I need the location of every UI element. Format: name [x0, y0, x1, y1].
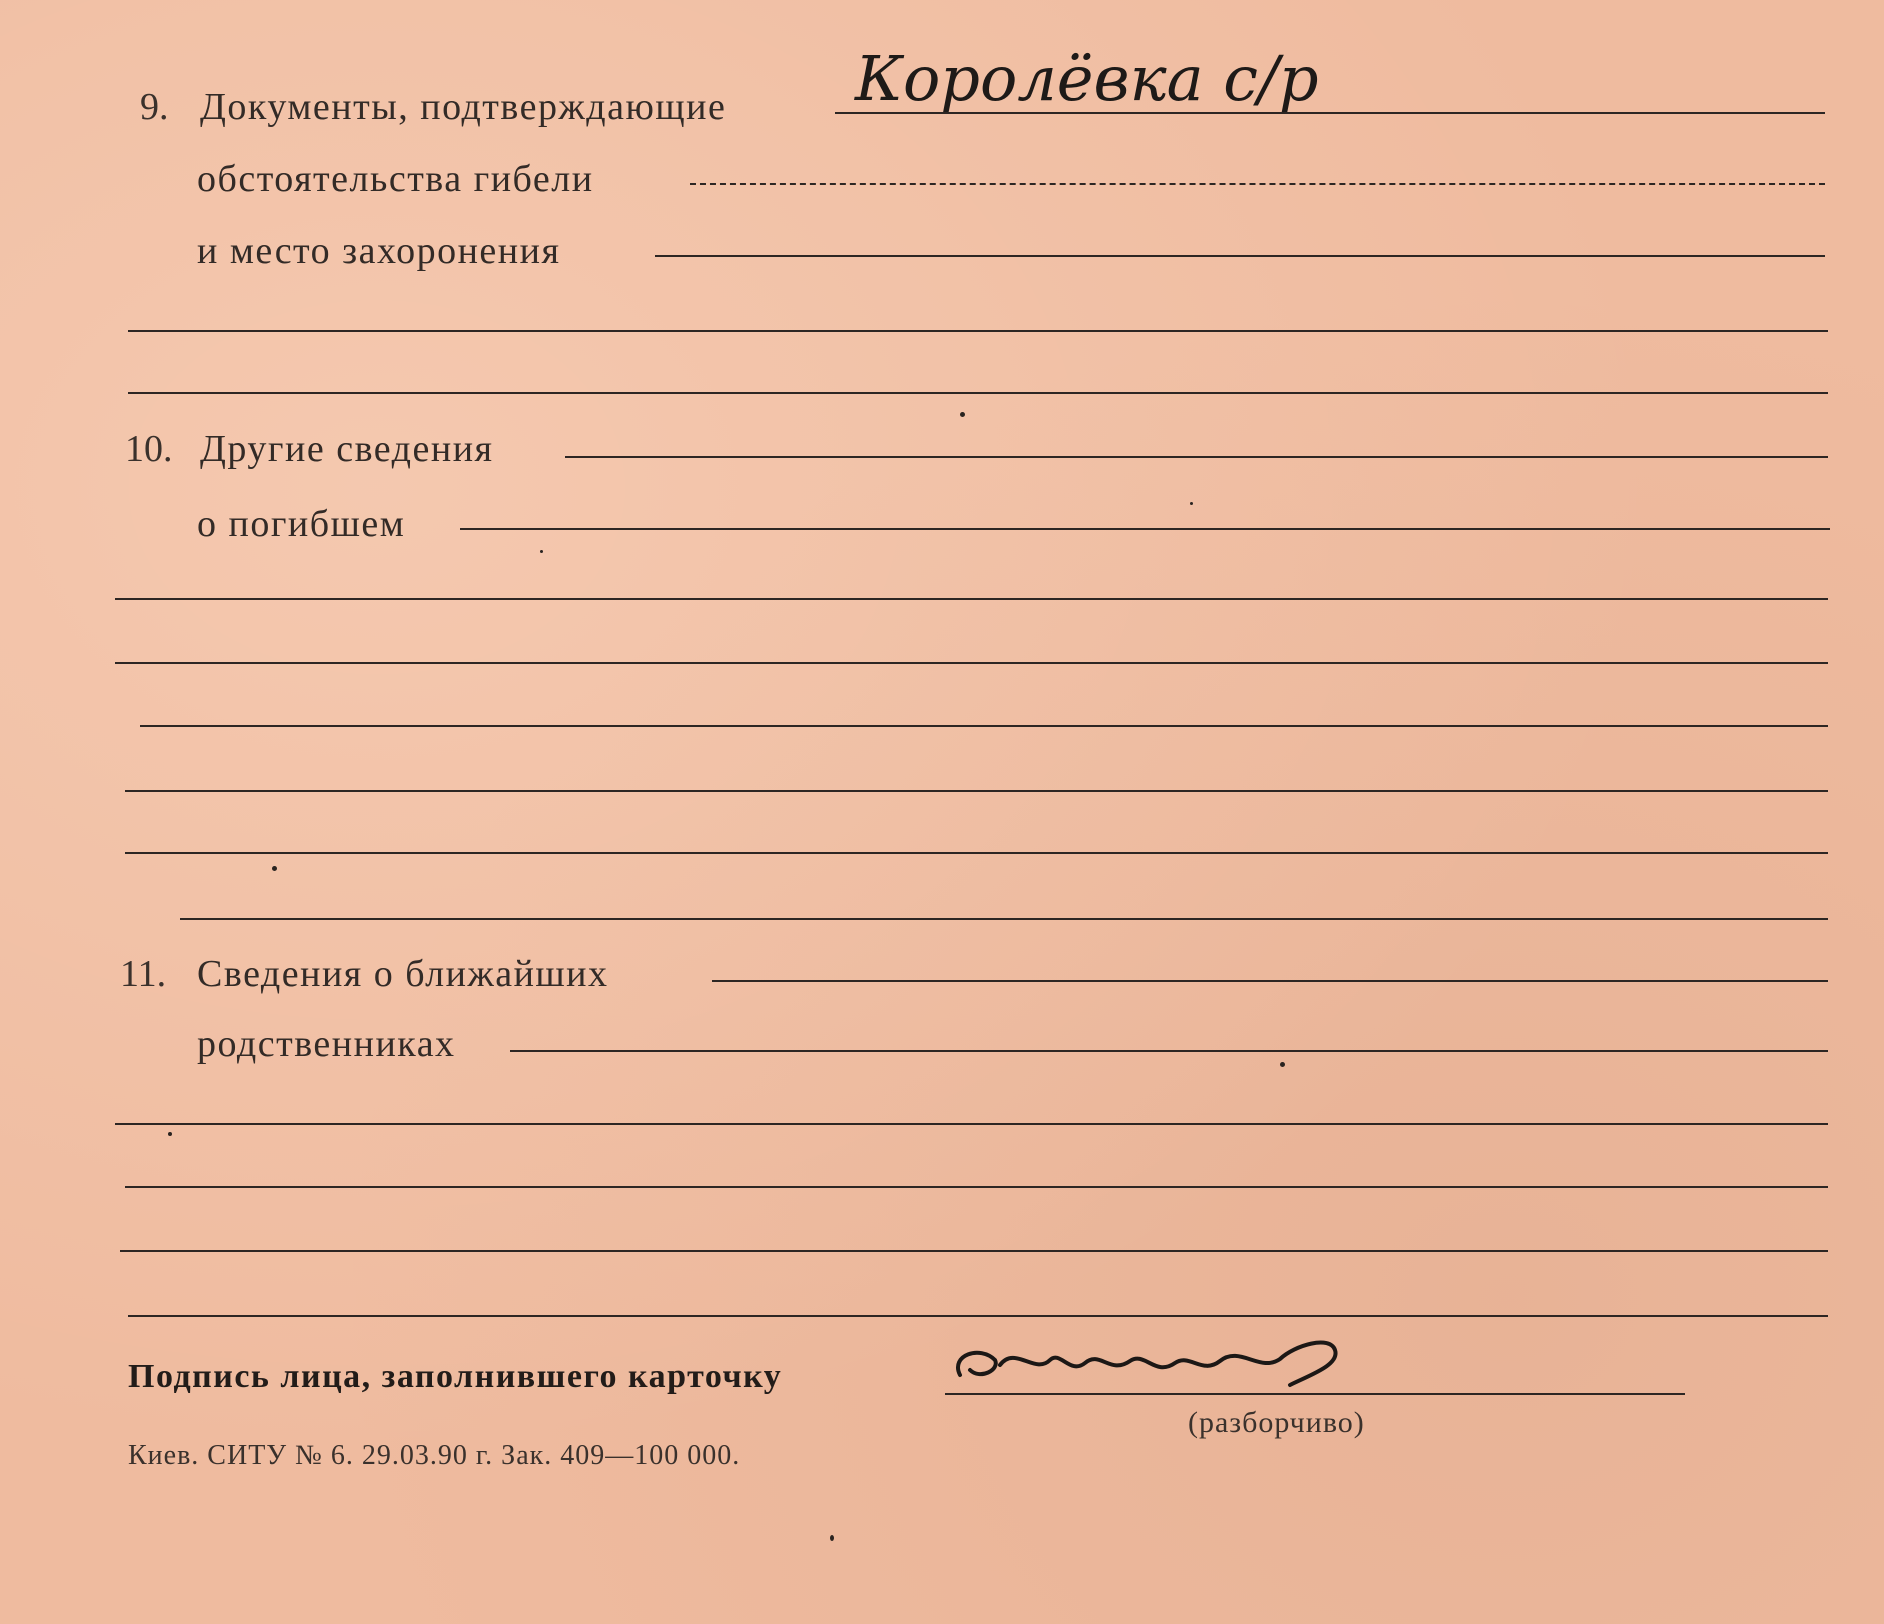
section-9-field-line2[interactable]	[690, 183, 1825, 185]
section-10-label-line2: о погибшем	[197, 503, 406, 545]
section-11-field-line1[interactable]	[712, 980, 1828, 982]
section-11-label-line2: родственниках	[197, 1023, 456, 1065]
section-10-field-line7[interactable]	[125, 852, 1828, 854]
section-11-field-line3[interactable]	[115, 1123, 1828, 1125]
signature-hint: (разборчиво)	[1188, 1406, 1365, 1439]
paper-speck	[1280, 1062, 1285, 1067]
section-11-field-line5[interactable]	[120, 1250, 1828, 1252]
section-9-label-line3: и место захоронения	[197, 230, 561, 272]
paper-speck	[540, 550, 543, 553]
paper-speck	[1190, 502, 1193, 505]
section-10-field-line2[interactable]	[460, 528, 1830, 530]
section-11-field-line4[interactable]	[125, 1186, 1828, 1188]
section-10-label-line1: Другие сведения	[200, 428, 494, 470]
section-9-field-line5[interactable]	[128, 392, 1828, 394]
section-11-label-line1: Сведения о ближайших	[197, 953, 609, 995]
section-10-field-line8[interactable]	[180, 918, 1828, 920]
section-9-field-line4[interactable]	[128, 330, 1828, 332]
printer-info: Киев. СИТУ № 6. 29.03.90 г. Зак. 409—100 000.	[128, 1440, 741, 1471]
section-9-label-line1: Документы, подтверждающие	[200, 86, 727, 128]
section-9-field-line3[interactable]	[655, 255, 1825, 257]
section-10-number: 10.	[125, 428, 173, 470]
section-9-handwritten-value: Королёвка с/р	[855, 42, 1319, 115]
section-10-field-line4[interactable]	[115, 662, 1828, 664]
section-11-number: 11.	[120, 953, 167, 995]
section-10-field-line5[interactable]	[140, 725, 1828, 727]
section-10-field-line1[interactable]	[565, 456, 1828, 458]
section-10-field-line6[interactable]	[125, 790, 1828, 792]
paper-speck	[168, 1132, 172, 1136]
paper-speck	[960, 412, 965, 417]
handwritten-signature	[940, 1315, 1360, 1405]
signature-label: Подпись лица, заполнившего карточку	[128, 1358, 783, 1395]
section-9-label-line2: обстоятельства гибели	[197, 158, 594, 200]
section-11-field-line2[interactable]	[510, 1050, 1828, 1052]
section-10-field-line3[interactable]	[115, 598, 1828, 600]
section-9-field-line1[interactable]	[835, 112, 1825, 114]
section-9-number: 9.	[140, 86, 169, 128]
paper-speck	[830, 1535, 834, 1541]
paper-speck	[272, 866, 277, 871]
